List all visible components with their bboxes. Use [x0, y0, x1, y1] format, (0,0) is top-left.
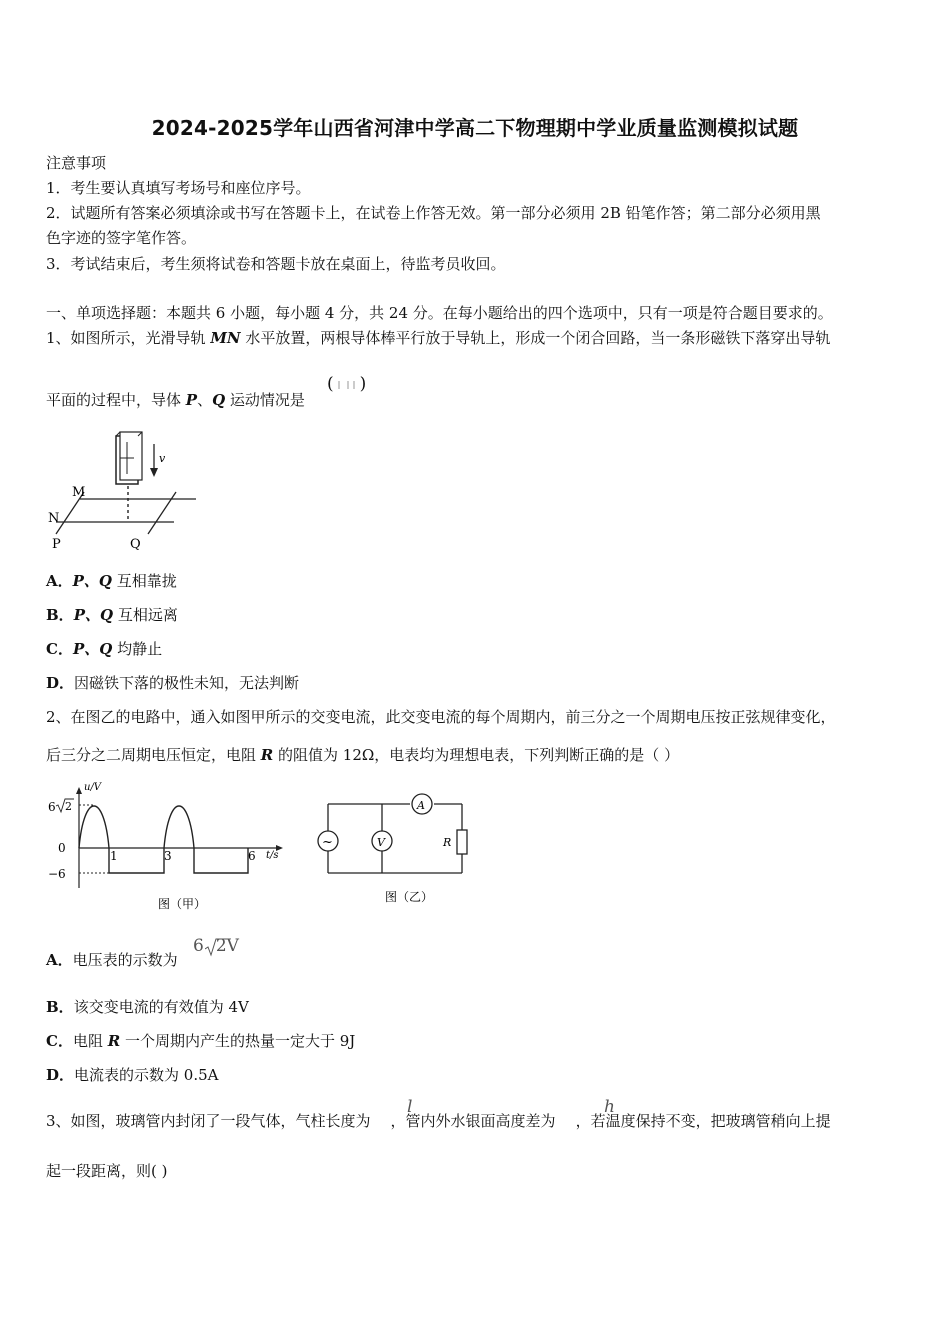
q1-q: Q — [212, 391, 226, 409]
q1-option-c-pq: P、Q — [72, 640, 113, 658]
q2-option-b-letter: B． — [46, 998, 74, 1016]
caption-yi: 图（乙） — [385, 890, 434, 904]
q1-stem-line2 — [46, 389, 305, 410]
q1-option-d-letter: D． — [46, 674, 75, 692]
x-tick-1: 1 — [110, 849, 118, 863]
y-axis-arrow — [76, 787, 82, 794]
q2-option-d[interactable] — [46, 1064, 218, 1085]
q1-option-d[interactable] — [46, 672, 299, 693]
q1-option-a[interactable] — [46, 570, 177, 591]
q2-option-d-letter: D． — [46, 1066, 75, 1084]
math-two: 2 — [215, 936, 227, 956]
q3-text-b: ，管内外水银面高度差为 — [390, 1112, 556, 1130]
math-six: 6 — [193, 936, 204, 956]
q3-stem-line2: 起一段距离，则( ) — [46, 1162, 168, 1180]
ac-source-symbol: ~ — [322, 835, 333, 850]
q3-text-a: 3、如图，玻璃管内封闭了一段气体，气柱长度为 — [46, 1112, 371, 1130]
y-axis-label: u/V — [84, 782, 102, 793]
label-m: M — [72, 485, 86, 500]
caption-jia: 图（甲） — [158, 897, 207, 911]
q1-option-b-letter: B． — [46, 606, 74, 624]
q1-text-c: 平面的过程中，导体 — [46, 391, 186, 409]
q1-text-b: 水平放置，两根导体棒平行放于导轨上，形成一个闭合回路，当一条形磁铁下落穿出导轨 — [240, 329, 831, 347]
q3-var-l: l — [407, 1097, 413, 1117]
q1-blank-marks — [334, 378, 360, 392]
q1-option-c-letter: C． — [46, 640, 73, 658]
wave-const-2 — [194, 848, 248, 873]
ammeter-label: A — [417, 799, 425, 812]
q1-figure — [44, 430, 209, 555]
notice-item-1: 1．考生要认真填写考场号和座位序号。 — [46, 179, 311, 197]
q2-option-c-letter: C． — [46, 1032, 73, 1050]
x-tick-3: 3 — [164, 849, 172, 863]
label-v: v — [159, 452, 166, 465]
q2-option-a-text: 电压表的示数为 — [72, 951, 178, 969]
q1-mn: MN — [210, 329, 241, 347]
q3-var-h: h — [604, 1097, 615, 1117]
math-sqrt-sign — [205, 937, 231, 957]
label-q: Q — [130, 537, 141, 552]
q1-text-a: 1、如图所示，光滑导轨 — [46, 329, 211, 347]
notice-heading: 注意事项 — [46, 154, 107, 172]
q2-option-c-r: R — [107, 1032, 121, 1050]
notice-item-3: 3．考试结束后，考生须将试卷和答题卡放在桌面上，待监考员收回。 — [46, 255, 506, 273]
q2-text-a: 后三分之二周期电压恒定，电阻 — [46, 746, 261, 764]
q2-option-c[interactable] — [46, 1030, 355, 1051]
q2-option-c-text-b: 一个周期内产生的热量一定大于 9J — [120, 1032, 356, 1050]
q2-option-a-letter: A． — [46, 951, 73, 969]
page-title: 2024-2025学年山西省河津中学高二下物理期中学业质量监测模拟试题 — [151, 116, 799, 140]
x-axis-label: t/s — [266, 850, 279, 861]
q1-sep: 、 — [197, 391, 213, 409]
wave-sine-1 — [79, 806, 109, 848]
q1-option-c-text: 均静止 — [112, 640, 163, 658]
q2-figure-jia — [44, 778, 289, 916]
math-sqrt — [205, 936, 227, 956]
q1-option-a-pq: P、Q — [72, 572, 112, 590]
y-tick-bottom: −6 — [48, 867, 66, 881]
q1-text-d: 运动情况是 — [225, 391, 305, 409]
q2-figure-yi — [310, 788, 480, 910]
q1-option-a-text: 互相靠拢 — [112, 572, 177, 590]
q2-option-d-text: 电流表的示数为 0.5A — [74, 1066, 219, 1084]
label-n: N — [48, 511, 60, 526]
wave-sine-2 — [164, 806, 194, 848]
q1-option-b-pq: P、Q — [73, 606, 114, 624]
q2-option-c-text-a: 电阻 — [72, 1032, 108, 1050]
y-tick-zero: 0 — [58, 841, 66, 855]
notice-item-2-cont: 色字迹的签字笔作答。 — [46, 229, 197, 247]
math-unit: V — [226, 936, 239, 956]
q1-answer-blank — [327, 374, 366, 394]
q3-stem-line1 — [46, 1110, 831, 1131]
resistor-icon — [457, 830, 467, 854]
q2-option-a-math — [193, 936, 239, 956]
q1-stem-line1 — [46, 327, 830, 348]
q1-option-a-letter: A． — [46, 572, 73, 590]
q1-p: P — [185, 391, 198, 409]
label-p: P — [52, 537, 61, 552]
q2-r: R — [260, 746, 274, 764]
q1-option-b[interactable] — [46, 604, 178, 625]
q2-stem-line2 — [46, 744, 679, 765]
q1-option-d-text: 因磁铁下落的极性未知，无法判断 — [74, 674, 300, 692]
notice-item-2: 2．试题所有答案必须填涂或书写在答题卡上，在试卷上作答无效。第一部分必须用 2B 铅笔作答；第二部分必须用黑 — [46, 204, 821, 222]
q2-stem-line1: 2、在图乙的电路中，通入如图甲所示的交变电流，此交变电流的每个周期内，前三分之一个周期电压按正弦规律变化， — [46, 708, 836, 726]
q1-option-c[interactable] — [46, 638, 162, 659]
rod-q — [148, 492, 176, 534]
voltmeter-label: V — [377, 836, 385, 849]
q2-option-b-text: 该交变电流的有效值为 4V — [73, 998, 249, 1016]
y-tick-top-root: 2 — [65, 800, 72, 813]
magnet — [116, 432, 142, 484]
q1-option-b-text: 互相远离 — [113, 606, 178, 624]
q2-option-a[interactable] — [46, 949, 178, 970]
q3-text-c: ，若温度保持不变，把玻璃管稍向上提 — [575, 1112, 831, 1130]
q2-option-b[interactable] — [46, 996, 249, 1017]
q2-text-b: 的阻值为 12Ω，电表均为理想电表，下列判断正确的是（ ） — [273, 746, 680, 764]
section-header: 一、单项选择题：本题共 6 小题，每小题 4 分，共 24 分。在每小题给出的四个选项中，只有一项是符合题目要求的。 — [46, 304, 833, 322]
x-tick-6: 6 — [248, 849, 256, 863]
velocity-arrow — [150, 444, 158, 477]
q1-blank-close: ) — [359, 374, 367, 394]
q1-blank-open: ( — [327, 374, 334, 394]
y-tick-top: 6 — [48, 800, 56, 814]
resistor-label: R — [443, 836, 452, 849]
